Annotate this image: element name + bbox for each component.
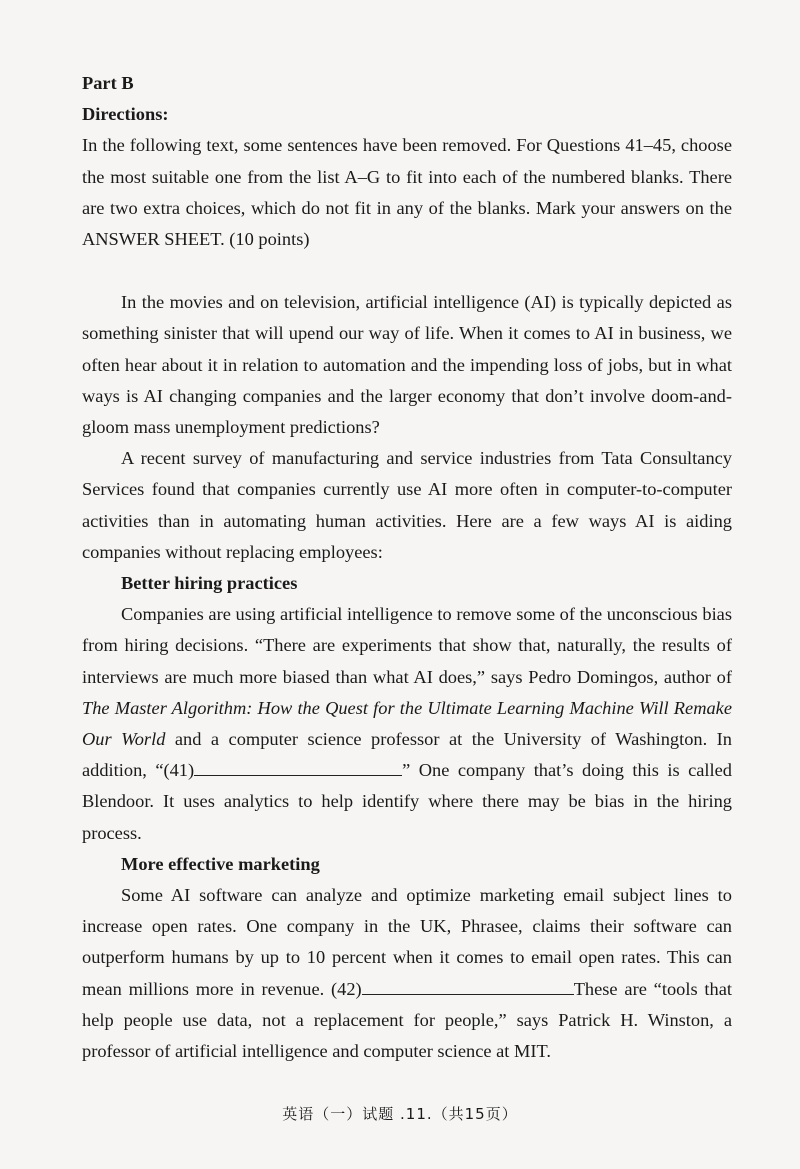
directions-label: Directions: bbox=[82, 104, 169, 125]
passage-paragraph-2: A recent survey of manufacturing and service industries from Tata Consultancy Services found that companies currently use AI more often in computer-to-computer activities than in automating human activities. Here are a few ways AI is aiding companies without replacing employees: bbox=[82, 448, 732, 562]
directions-text: In the following text, some sentences have been removed. For Questions 41–45, choose the most suitable one from the list A–G to fit into each of the numbered blanks. There are two extra choices, which do not fit in any of the blanks. Mark your answers on the ANSWER SHEET. (10 points) bbox=[82, 135, 732, 250]
passage-paragraph-3 bbox=[82, 599, 732, 849]
paragraph-3-text-b: and a computer science professor at the University of Washington. In addition, “(41) bbox=[82, 729, 732, 781]
book-title: The Master Algorithm: How the Quest for the Ultimate Learning Machine Will Remake Our World bbox=[82, 697, 732, 750]
page-footer: 英语（一）试题 .11.（共15页） bbox=[282, 1105, 518, 1123]
section-title: Part B bbox=[82, 73, 134, 93]
blank-42[interactable] bbox=[362, 978, 574, 995]
subheading-marketing: More effective marketing bbox=[121, 853, 320, 874]
spacer bbox=[82, 255, 732, 287]
passage-paragraph-1: In the movies and on television, artificial intelligence (AI) is typically depicted as something sinister that will upend our way of life. When it comes to AI in business, we often hear about it in relation to automation and the impending loss of jobs, but in what ways is AI changing companies and the larger economy that don’t involve doom-and-gloom mass unemployment predictions? bbox=[82, 292, 732, 438]
paragraph-3-text-c: ” One company that’s doing this is called Blendoor. It uses analytics to help identify where there may be bias in the hiring process. bbox=[82, 760, 732, 843]
subheading-hiring: Better hiring practices bbox=[121, 573, 298, 594]
passage-paragraph-4 bbox=[82, 880, 732, 1067]
paragraph-4-text-a: Some AI software can analyze and optimize marketing email subject lines to increase open rates. One company in the UK, Phrasee, claims their software can outperform humans by up to 10 percent when it comes to email open rates. This can mean millions more in revenue. (42) bbox=[82, 885, 732, 999]
page-content bbox=[82, 68, 732, 1067]
paragraph-4-text-b: These are “tools that help people use data, not a replacement for people,” says Patrick H. Winston, a professor of artificial intelligence and computer science at MIT. bbox=[82, 978, 732, 1062]
blank-41[interactable] bbox=[194, 759, 402, 776]
paragraph-3-text-a: Companies are using artificial intelligence to remove some of the unconscious bias from hiring decisions. “There are experiments that show that, naturally, the results of interviews are much more biased than what AI does,” says Pedro Domingos, author of bbox=[82, 604, 732, 687]
